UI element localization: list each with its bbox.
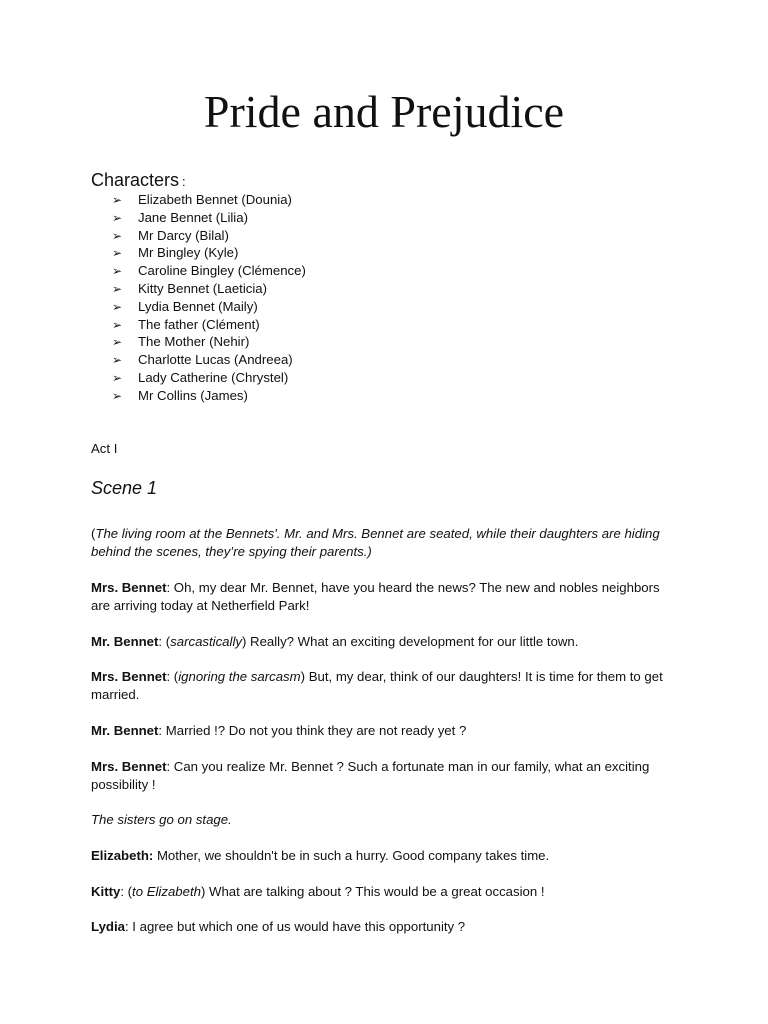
character-name: The father (Clément)	[138, 316, 260, 332]
arrow-bullet-icon: ➢	[112, 228, 123, 243]
list-item	[112, 280, 306, 298]
list-item	[112, 244, 306, 262]
arrow-bullet-icon: ➢	[112, 210, 123, 225]
dialogue-line	[91, 579, 681, 615]
speaker-name: Lydia	[91, 919, 125, 934]
speaker-name: Kitty	[91, 884, 121, 899]
dialogue-line	[91, 633, 681, 651]
line-direction: ignoring the sarcasm	[178, 669, 301, 684]
stage-direction-text: The living room at the Bennets'. Mr. and Mrs. Bennet are seated, while their daughters are hiding behind the scenes, they’re spying their parents.)	[91, 526, 660, 559]
speaker-name: Mr. Bennet	[91, 634, 159, 649]
dialogue-line	[91, 847, 681, 865]
character-name: Caroline Bingley (Clémence)	[138, 263, 306, 279]
arrow-bullet-icon: ➢	[112, 299, 123, 314]
list-item	[112, 316, 306, 334]
dialogue-line	[91, 883, 681, 901]
list-item	[112, 191, 306, 209]
dialogue-line	[91, 668, 681, 704]
character-name: Mr Bingley (Kyle)	[138, 245, 239, 261]
arrow-bullet-icon: ➢	[112, 281, 123, 296]
line-prefix: : (	[158, 634, 171, 649]
line-prefix: : (	[120, 884, 133, 899]
document-title: Pride and Prejudice	[203, 86, 565, 137]
dialogue-line	[91, 758, 681, 794]
stage-direction-open: (	[91, 526, 96, 541]
dialogue-line	[91, 918, 681, 936]
arrow-bullet-icon: ➢	[112, 193, 123, 207]
list-item	[112, 298, 306, 316]
dialogue-line	[91, 722, 681, 740]
arrow-bullet-icon: ➢	[112, 317, 123, 332]
arrow-bullet-icon: ➢	[112, 388, 123, 403]
speaker-name: Elizabeth:	[91, 848, 154, 863]
speaker-name: Mrs. Bennet	[91, 580, 167, 595]
list-item	[112, 333, 306, 351]
sisters-stage-direction: The sisters go on stage.	[91, 812, 232, 827]
line-prefix: : (	[166, 669, 179, 684]
list-item	[112, 209, 306, 227]
character-name: The Mother (Nehir)	[138, 334, 250, 350]
character-name: Kitty Bennet (Laeticia)	[138, 280, 268, 296]
speaker-name: Mrs. Bennet	[91, 759, 167, 774]
line-text: ) What are talking about ? This would be a great occasion !	[200, 884, 545, 899]
character-name: Jane Bennet (Lilia)	[138, 209, 248, 225]
list-item	[112, 387, 306, 405]
characters-heading-colon: :	[182, 174, 186, 189]
list-item	[112, 369, 306, 387]
line-text: : Oh, my dear Mr. Bennet, have you heard the news? The new and nobles neighbors are arriving today at Netherfield Park!	[91, 580, 660, 613]
list-item	[112, 351, 306, 369]
line-direction: sarcastically	[170, 634, 242, 649]
arrow-bullet-icon: ➢	[112, 246, 123, 261]
line-text: : Can you realize Mr. Bennet ? Such a fortunate man in our family, what an exciting possibility !	[91, 759, 650, 792]
line-text: : Married !? Do not you think they are not ready yet ?	[158, 723, 467, 738]
arrow-bullet-icon: ➢	[112, 370, 123, 385]
arrow-bullet-icon: ➢	[112, 335, 123, 350]
speaker-name: Mrs. Bennet	[91, 669, 167, 684]
character-name: Charlotte Lucas (Andreea)	[138, 352, 293, 368]
scene-heading: Scene 1	[91, 478, 158, 498]
line-text: ) Really? What an exciting development for our little town.	[241, 634, 579, 649]
character-name: Elizabeth Bennet (Dounia)	[138, 192, 292, 207]
act-label: Act I	[91, 441, 118, 456]
speaker-name: Mr. Bennet	[91, 723, 159, 738]
line-direction: to Elizabeth	[132, 884, 201, 899]
character-name: Mr Darcy (Bilal)	[138, 227, 229, 243]
list-item	[112, 227, 306, 245]
arrow-bullet-icon: ➢	[112, 264, 123, 279]
line-text: : I agree but which one of us would have this opportunity ?	[124, 919, 466, 934]
character-name: Mr Collins (James)	[138, 387, 248, 403]
arrow-bullet-icon: ➢	[112, 353, 123, 368]
character-list	[112, 191, 306, 405]
list-item	[112, 262, 306, 280]
character-name: Lady Catherine (Chrystel)	[138, 369, 289, 385]
line-text: ) But, my dear, think of our daughters! It is time for them to get married.	[91, 669, 663, 702]
stage-direction	[91, 525, 681, 561]
line-text: Mother, we shouldn't be in such a hurry. Good company takes time.	[153, 848, 550, 863]
characters-heading-text: Characters	[91, 170, 180, 190]
character-name: Lydia Bennet (Maily)	[138, 298, 258, 314]
